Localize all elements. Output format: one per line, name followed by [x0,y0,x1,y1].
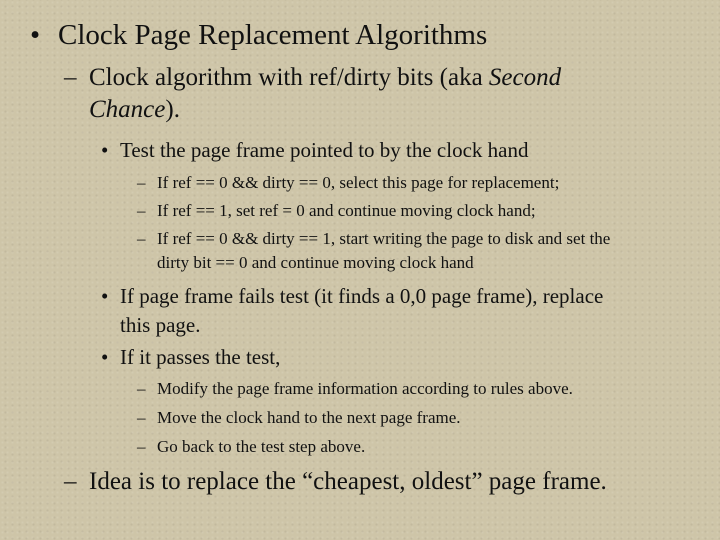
step-1-text: Modify the page frame information according to rules above. [157,379,573,398]
sub1-dash: – [64,64,77,91]
sub1-emphasis-chance: Chance [89,96,166,123]
idea-dash: – [64,468,77,495]
step-2-dash: – [137,408,146,427]
idea-text: Idea is to replace the “cheapest, oldest” page frame. [89,468,607,495]
fail-text: If page frame fails test (it finds a 0,0 page frame), replace [120,284,604,308]
pass-text: If it passes the test, [120,345,281,369]
sub1-text-a: Clock algorithm with ref/dirty bits (aka [89,64,489,91]
title-bullet: • [30,19,41,51]
rule-3-text: If ref == 0 && dirty == 1, start writing the page to disk and set the [157,229,611,248]
rule-2-text: If ref == 1, set ref = 0 and continue moving clock hand; [157,201,536,220]
step-1-dash: – [137,379,146,398]
rule-1-text: If ref == 0 && dirty == 0, select this page for replacement; [157,173,560,192]
sub1-line2 [89,96,180,124]
rule-3-text-cont: dirty bit == 0 and continue moving clock hand [157,253,474,272]
slide-title: Clock Page Replacement Algorithms [58,19,488,51]
fail-text-cont: this page. [120,313,201,337]
step-2-text: Move the clock hand to the next page frame. [157,408,461,427]
step-3-text: Go back to the test step above. [157,437,366,456]
sub1-line1 [89,64,561,92]
sub1-emphasis-second: Second [488,64,562,91]
step-3-dash: – [137,437,146,456]
fail-bullet: • [101,284,109,308]
rule-2-dash: – [137,201,146,220]
rule-3-dash: – [137,229,146,248]
sub1-text-b: ). [165,96,180,123]
rule-1-dash: – [137,173,146,192]
test-text: Test the page frame pointed to by the clock hand [120,138,529,162]
pass-bullet: • [101,345,109,369]
test-bullet: • [101,138,109,162]
